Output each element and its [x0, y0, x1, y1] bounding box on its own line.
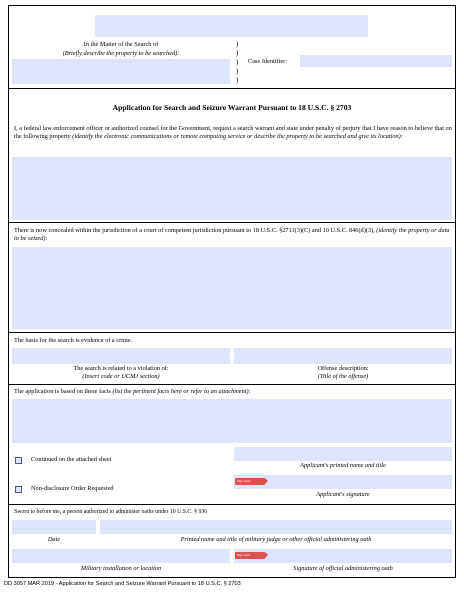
nondisclosure-checkbox[interactable] [15, 486, 22, 493]
official-sign-here-button[interactable] [235, 552, 265, 559]
applicant-sign-here-text: Sign Here [237, 479, 251, 483]
installation-field[interactable] [12, 549, 230, 563]
continued-checkbox[interactable] [15, 457, 22, 464]
frame-bottom [8, 577, 456, 578]
official-sign-here-text: Sign Here [237, 553, 251, 557]
divider-header [8, 88, 456, 89]
basis-text: The basis for the search is evidence of a crime. [14, 337, 133, 344]
divider-application [8, 222, 456, 223]
official-signature-label: Signature of official administering oath [293, 565, 393, 572]
violation-label: The search is related to a violation of: [73, 365, 169, 372]
applicant-name-label: Applicant's printed name and title [300, 462, 386, 469]
sworn-text: Sworn to before me, a person authorized to administer oaths under 10 U.S.C. § 936 [14, 509, 208, 515]
matter-line-2: (Briefly describe the property to be searched): [62, 50, 180, 57]
facts-field[interactable] [12, 399, 452, 443]
property-location-field[interactable] [12, 157, 452, 220]
judge-name-label: Printed name and title of military judge or other official administering oath [180, 536, 372, 543]
facts-italic: (list the pertinent facts here or refer to an attachment): [112, 388, 251, 395]
offense-field[interactable] [234, 348, 452, 364]
form-footer: DD 3057 MAR 2019 - Application for Search and Seizure Warrant Pursuant to 18 U.S.C. § 2703 [4, 581, 241, 587]
continued-label: Continued on the attached sheet [31, 456, 112, 463]
applicant-signature-label: Applicant's signature [316, 491, 370, 498]
judge-name-field[interactable] [100, 520, 452, 534]
offense-label: Offense description: [317, 365, 369, 372]
court-name-field[interactable] [95, 15, 368, 37]
paren-1: ) [236, 40, 239, 48]
concealed-text: There is now concealed within the jurisdiction of a court of competent jurisdiction pursuant to 18 U.S.C. §2711(3)(C) and 10 U.S.C. 846(d)(3), [14, 227, 375, 234]
property-description-field[interactable] [12, 59, 230, 84]
case-identifier-field[interactable] [300, 55, 452, 67]
concealed-italic: (identify the property or data to be seized): [14, 227, 450, 242]
facts-paragraph [14, 388, 251, 396]
application-intro [14, 125, 452, 140]
installation-label: Military installation or location [80, 565, 162, 572]
violation-sublabel: (Insert code or UCMJ section) [82, 373, 160, 380]
application-intro-italic: (identify the electronic communications or remote computing service or describe the property to be searched and give its location): [72, 132, 403, 140]
matter-line-1: In the Matter of the Search of [83, 41, 159, 48]
divider-applicant [8, 504, 456, 505]
paren-4: ) [236, 67, 239, 75]
property-to-seize-field[interactable] [12, 247, 452, 329]
date-field[interactable] [12, 520, 96, 534]
concealed-paragraph [14, 227, 452, 242]
frame-left [8, 5, 9, 578]
applicant-sign-here-button[interactable] [235, 478, 265, 485]
application-intro-text: I, a federal law enforcement officer or authorized counsel for the Government, request a search warrant and state under penalty of perjury that I have reason to believe that on the following property [14, 125, 452, 140]
frame-right [455, 5, 456, 578]
facts-text: The application is based on these facts [14, 388, 111, 395]
offense-sublabel: (Title of the offense) [317, 373, 369, 380]
date-label: Date [47, 536, 61, 543]
paren-3: ) [236, 58, 239, 66]
violation-field[interactable] [12, 348, 230, 364]
case-identifier-label: Case Identifier: [248, 58, 287, 65]
nondisclosure-label: Non-disclosure Order Requested [31, 485, 114, 492]
paren-5: ) [236, 76, 239, 84]
paren-2: ) [236, 49, 239, 57]
applicant-name-field[interactable] [234, 447, 452, 461]
application-title: Application for Search and Seizure Warrant Pursuant to 18 U.S.C. § 2703 [112, 103, 352, 112]
divider-concealed [8, 332, 456, 333]
divider-basis [8, 384, 456, 385]
frame-top [8, 5, 456, 6]
